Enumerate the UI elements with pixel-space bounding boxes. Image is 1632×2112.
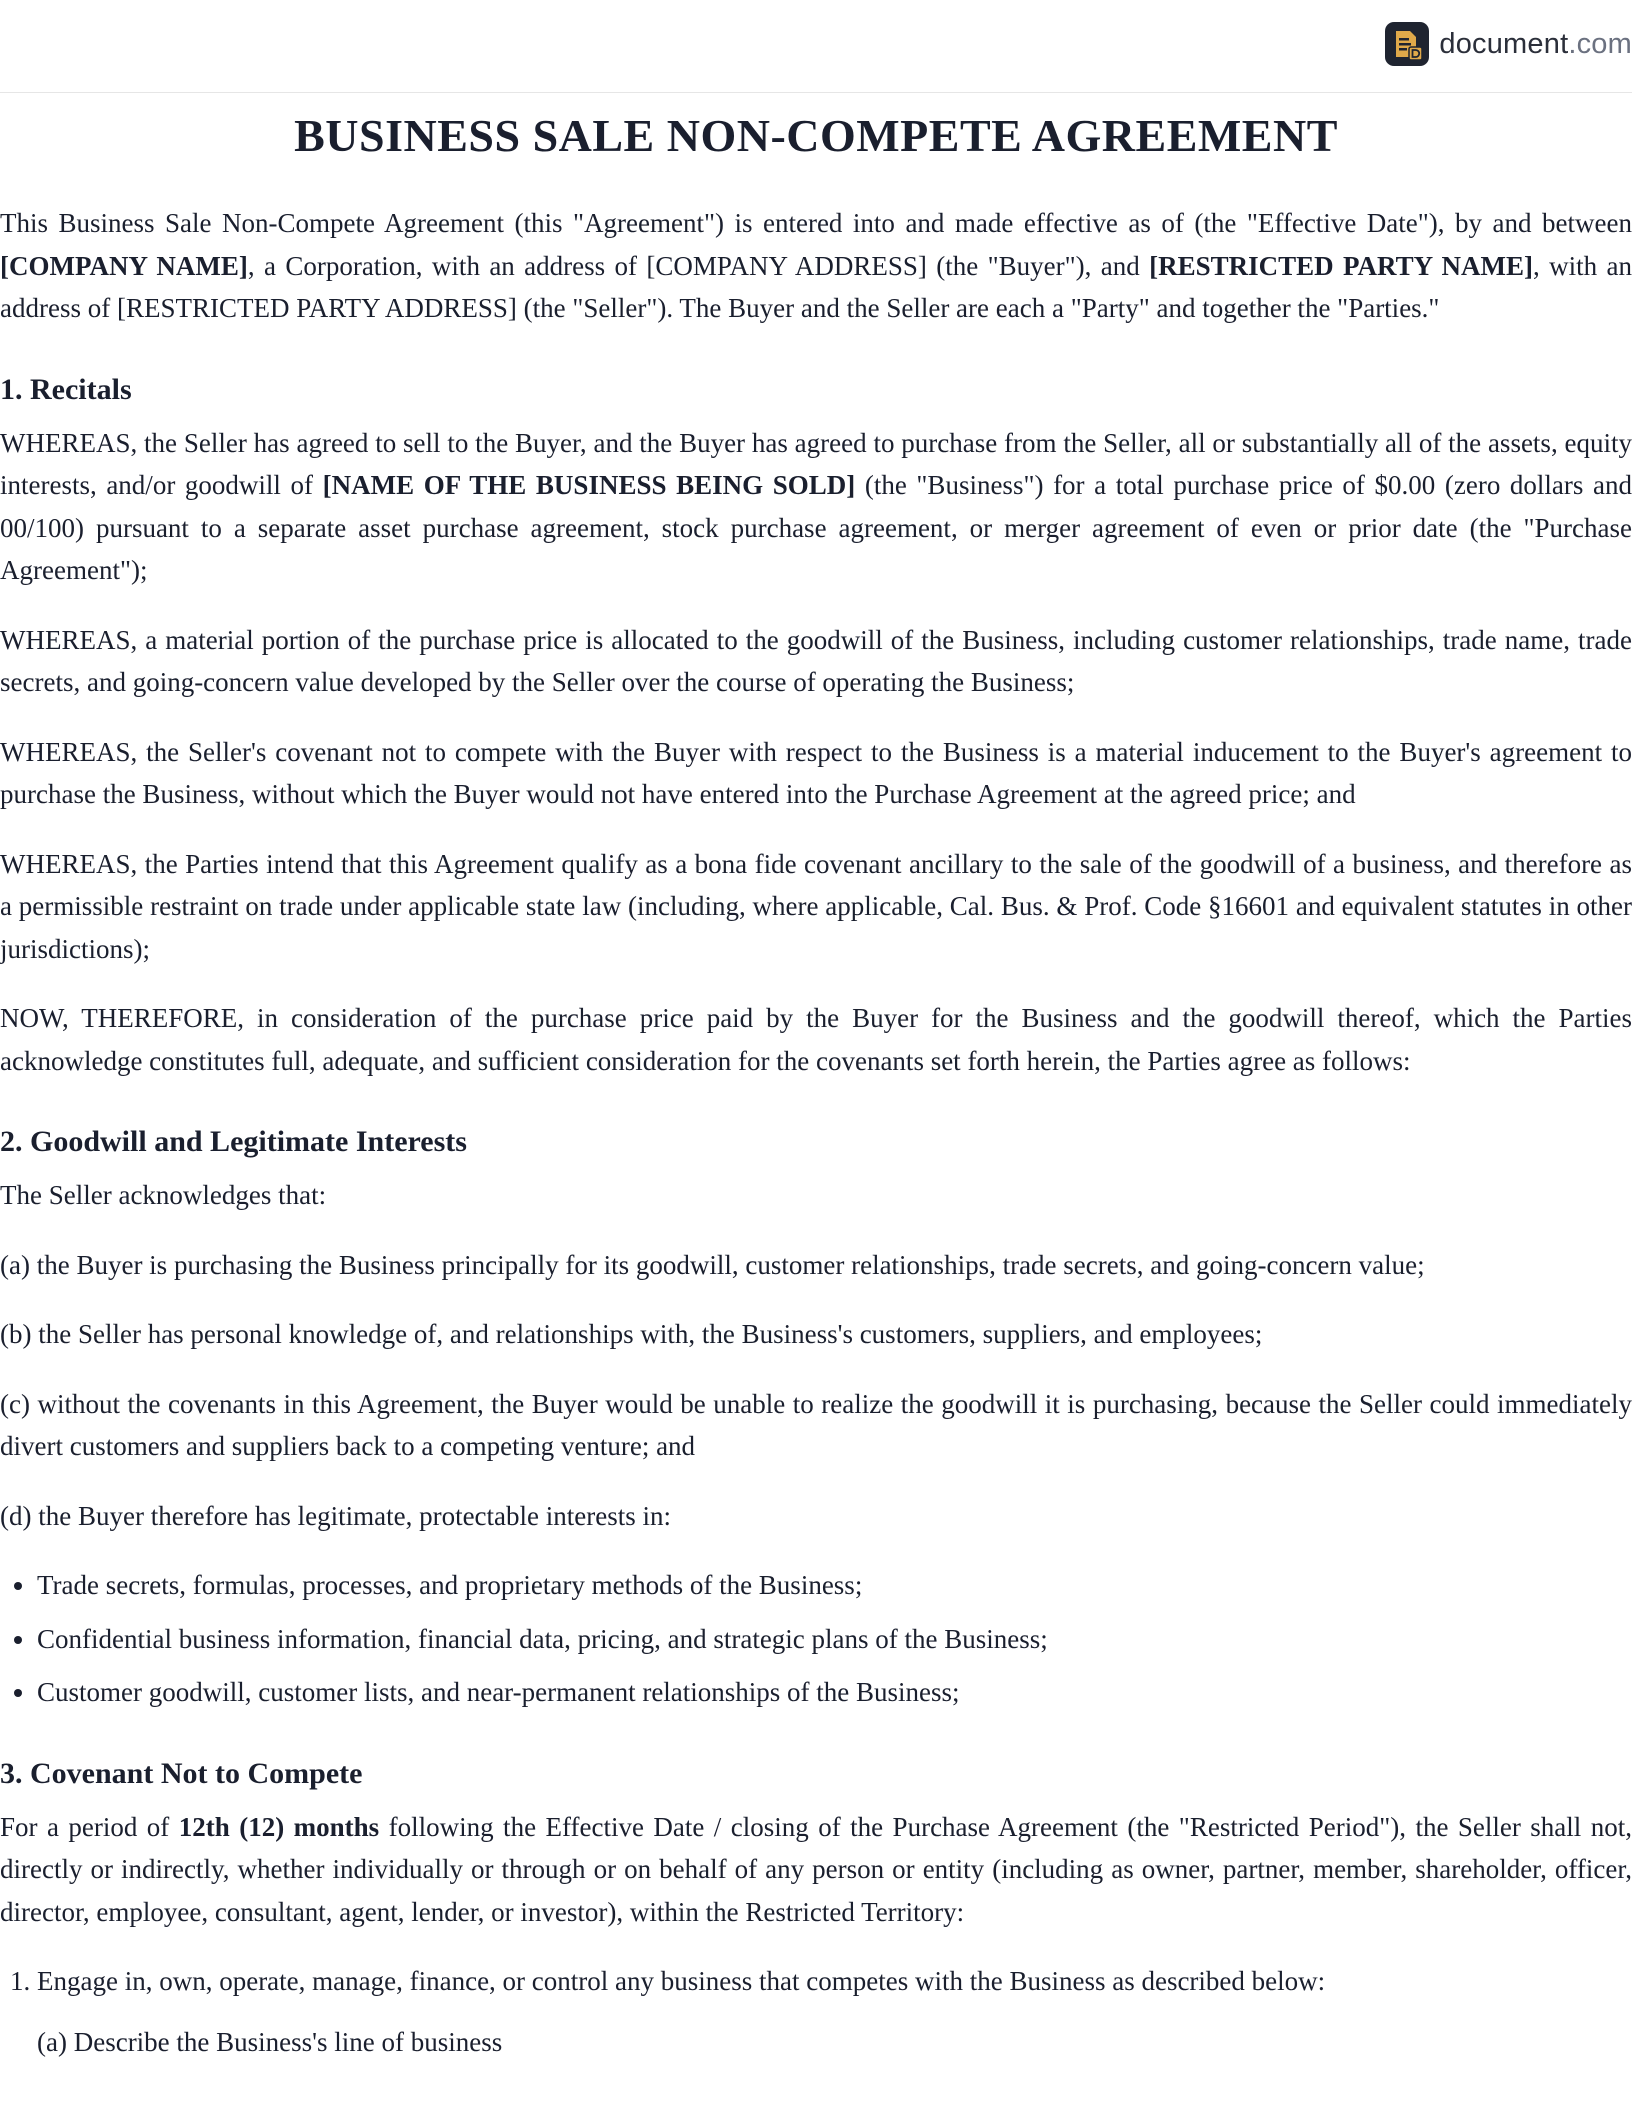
section-heading-goodwill: 2. Goodwill and Legitimate Interests xyxy=(0,1125,467,1158)
section-heading-covenant: 3. Covenant Not to Compete xyxy=(0,1756,363,1790)
recital-paragraph: NOW, THEREFORE, in consideration of the purchase price paid by the Buyer for the Business and the goodwill thereof, which the Parties acknowledge constitutes full, adequate, and sufficient consideration for the covenants set forth herein, the Parties agree as follows: xyxy=(0,1003,1632,1076)
list-item: • Customer goodwill, customer lists, and near-permanent relationships of the Business; xyxy=(37,1671,1632,1714)
list-item: • Confidential business information, financial data, pricing, and strategic plans of the Business; xyxy=(37,1618,1632,1661)
business-name-placeholder: [NAME OF THE BUSINESS BEING SOLD] xyxy=(322,470,856,500)
brand-logo[interactable] xyxy=(1385,22,1632,66)
restricted-period-value: 12th (12) months xyxy=(178,1811,380,1842)
document-logo-icon xyxy=(1385,22,1429,66)
goodwill-clause-b: (b) the Seller has personal knowledge of, and relationships with, the Business's customers, suppliers, and employees; xyxy=(0,1319,1263,1349)
goodwill-clause-d: (d) the Buyer therefore has legitimate, protectable interests in: xyxy=(0,1500,671,1531)
cutoff-text: (a) Describe the Business's line of business xyxy=(37,2026,503,2057)
brand-name: document.com xyxy=(1439,27,1632,60)
list-item: 1. Engage in, own, operate, manage, finance, or control any business that competes with the Business as described below: xyxy=(37,1960,1632,2003)
recital-paragraph: WHEREAS, a material portion of the purchase price is allocated to the goodwill of the Business, including customer relationships, trade name, trade secrets, and going-concern value developed by the Seller over the course of operating the Business; xyxy=(0,624,1632,697)
goodwill-clause-a: (a) the Buyer is purchasing the Business principally for its goodwill, customer relationships, trade secrets, and going-concern value; xyxy=(0,1249,1425,1280)
covenant-clauses xyxy=(0,1960,1632,2003)
covenant-paragraph: For a period of 12th (12) months following the Effective Date / closing of the Purchase Agreement (the "Restricted Period"), the Seller shall not, directly or indirectly, whether individually or through or on behalf of any person or entity (including as owner, partner, member, shareholder, officer, director, employee, consultant, agent, lender, or investor), within the Restricted Territory: xyxy=(0,1811,1632,1927)
header-bar xyxy=(0,0,1632,93)
protectable-interests-list xyxy=(0,1564,1632,1714)
document-body xyxy=(0,109,1632,2061)
company-name-placeholder: [COMPANY NAME] xyxy=(0,250,248,281)
list-item: • Trade secrets, formulas, processes, and proprietary methods of the Business; xyxy=(37,1564,1632,1607)
section-heading-recitals: 1. Recitals xyxy=(0,372,132,406)
restricted-party-placeholder: [RESTRICTED PARTY NAME] xyxy=(1149,250,1533,281)
goodwill-clause-c: (c) without the covenants in this Agreement, the Buyer would be unable to realize the goodwill it is purchasing, because the Seller could immediately divert customers and suppliers back to a competing venture; and xyxy=(0,1388,1632,1461)
intro-paragraph: This Business Sale Non-Compete Agreement (this "Agreement") is entered into and made effective as of (the "Effective Date"), by and between [COMPANY NAME], a Corporation, with an address of [COMPANY ADDRESS] (the "Buyer"), and [RESTRICTED PARTY NAME], with an address of [RESTRICTED PARTY ADDRESS] (the "Seller"). The Buyer and the Seller are each a "Party" and together the "Parties." xyxy=(0,208,1632,323)
document-title: BUSINESS SALE NON-COMPETE AGREEMENT xyxy=(294,110,1338,161)
recital-paragraph: WHEREAS, the Seller's covenant not to compete with the Buyer with respect to the Business is a material inducement to the Buyer's agreement to purchase the Business, without which the Buyer would not have entered into the Purchase Agreement at the agreed price; and xyxy=(0,736,1632,809)
goodwill-lead: The Seller acknowledges that: xyxy=(0,1180,327,1210)
truncated-line xyxy=(0,2021,1632,2061)
recital-paragraph: WHEREAS, the Seller has agreed to sell to the Buyer, and the Buyer has agreed to purchase from the Seller, all or substantially all of the assets, equity interests, and/or goodwill of [NAME OF THE BUSINESS BEING SOLD] (the "Business") for a total purchase price of $0.00 (zero dollars and 00/100) pursuant to a separate asset purchase agreement, stock purchase agreement, or merger agreement of even or prior date (the "Purchase Agreement"); xyxy=(0,427,1632,585)
recital-paragraph: WHEREAS, the Parties intend that this Agreement qualify as a bona fide covenant ancillary to the sale of the goodwill of a business, and therefore as a permissible restraint on trade under applicable state law (including, where applicable, Cal. Bus. & Prof. Code §16601 and equivalent statutes in other jurisdictions); xyxy=(0,848,1632,964)
